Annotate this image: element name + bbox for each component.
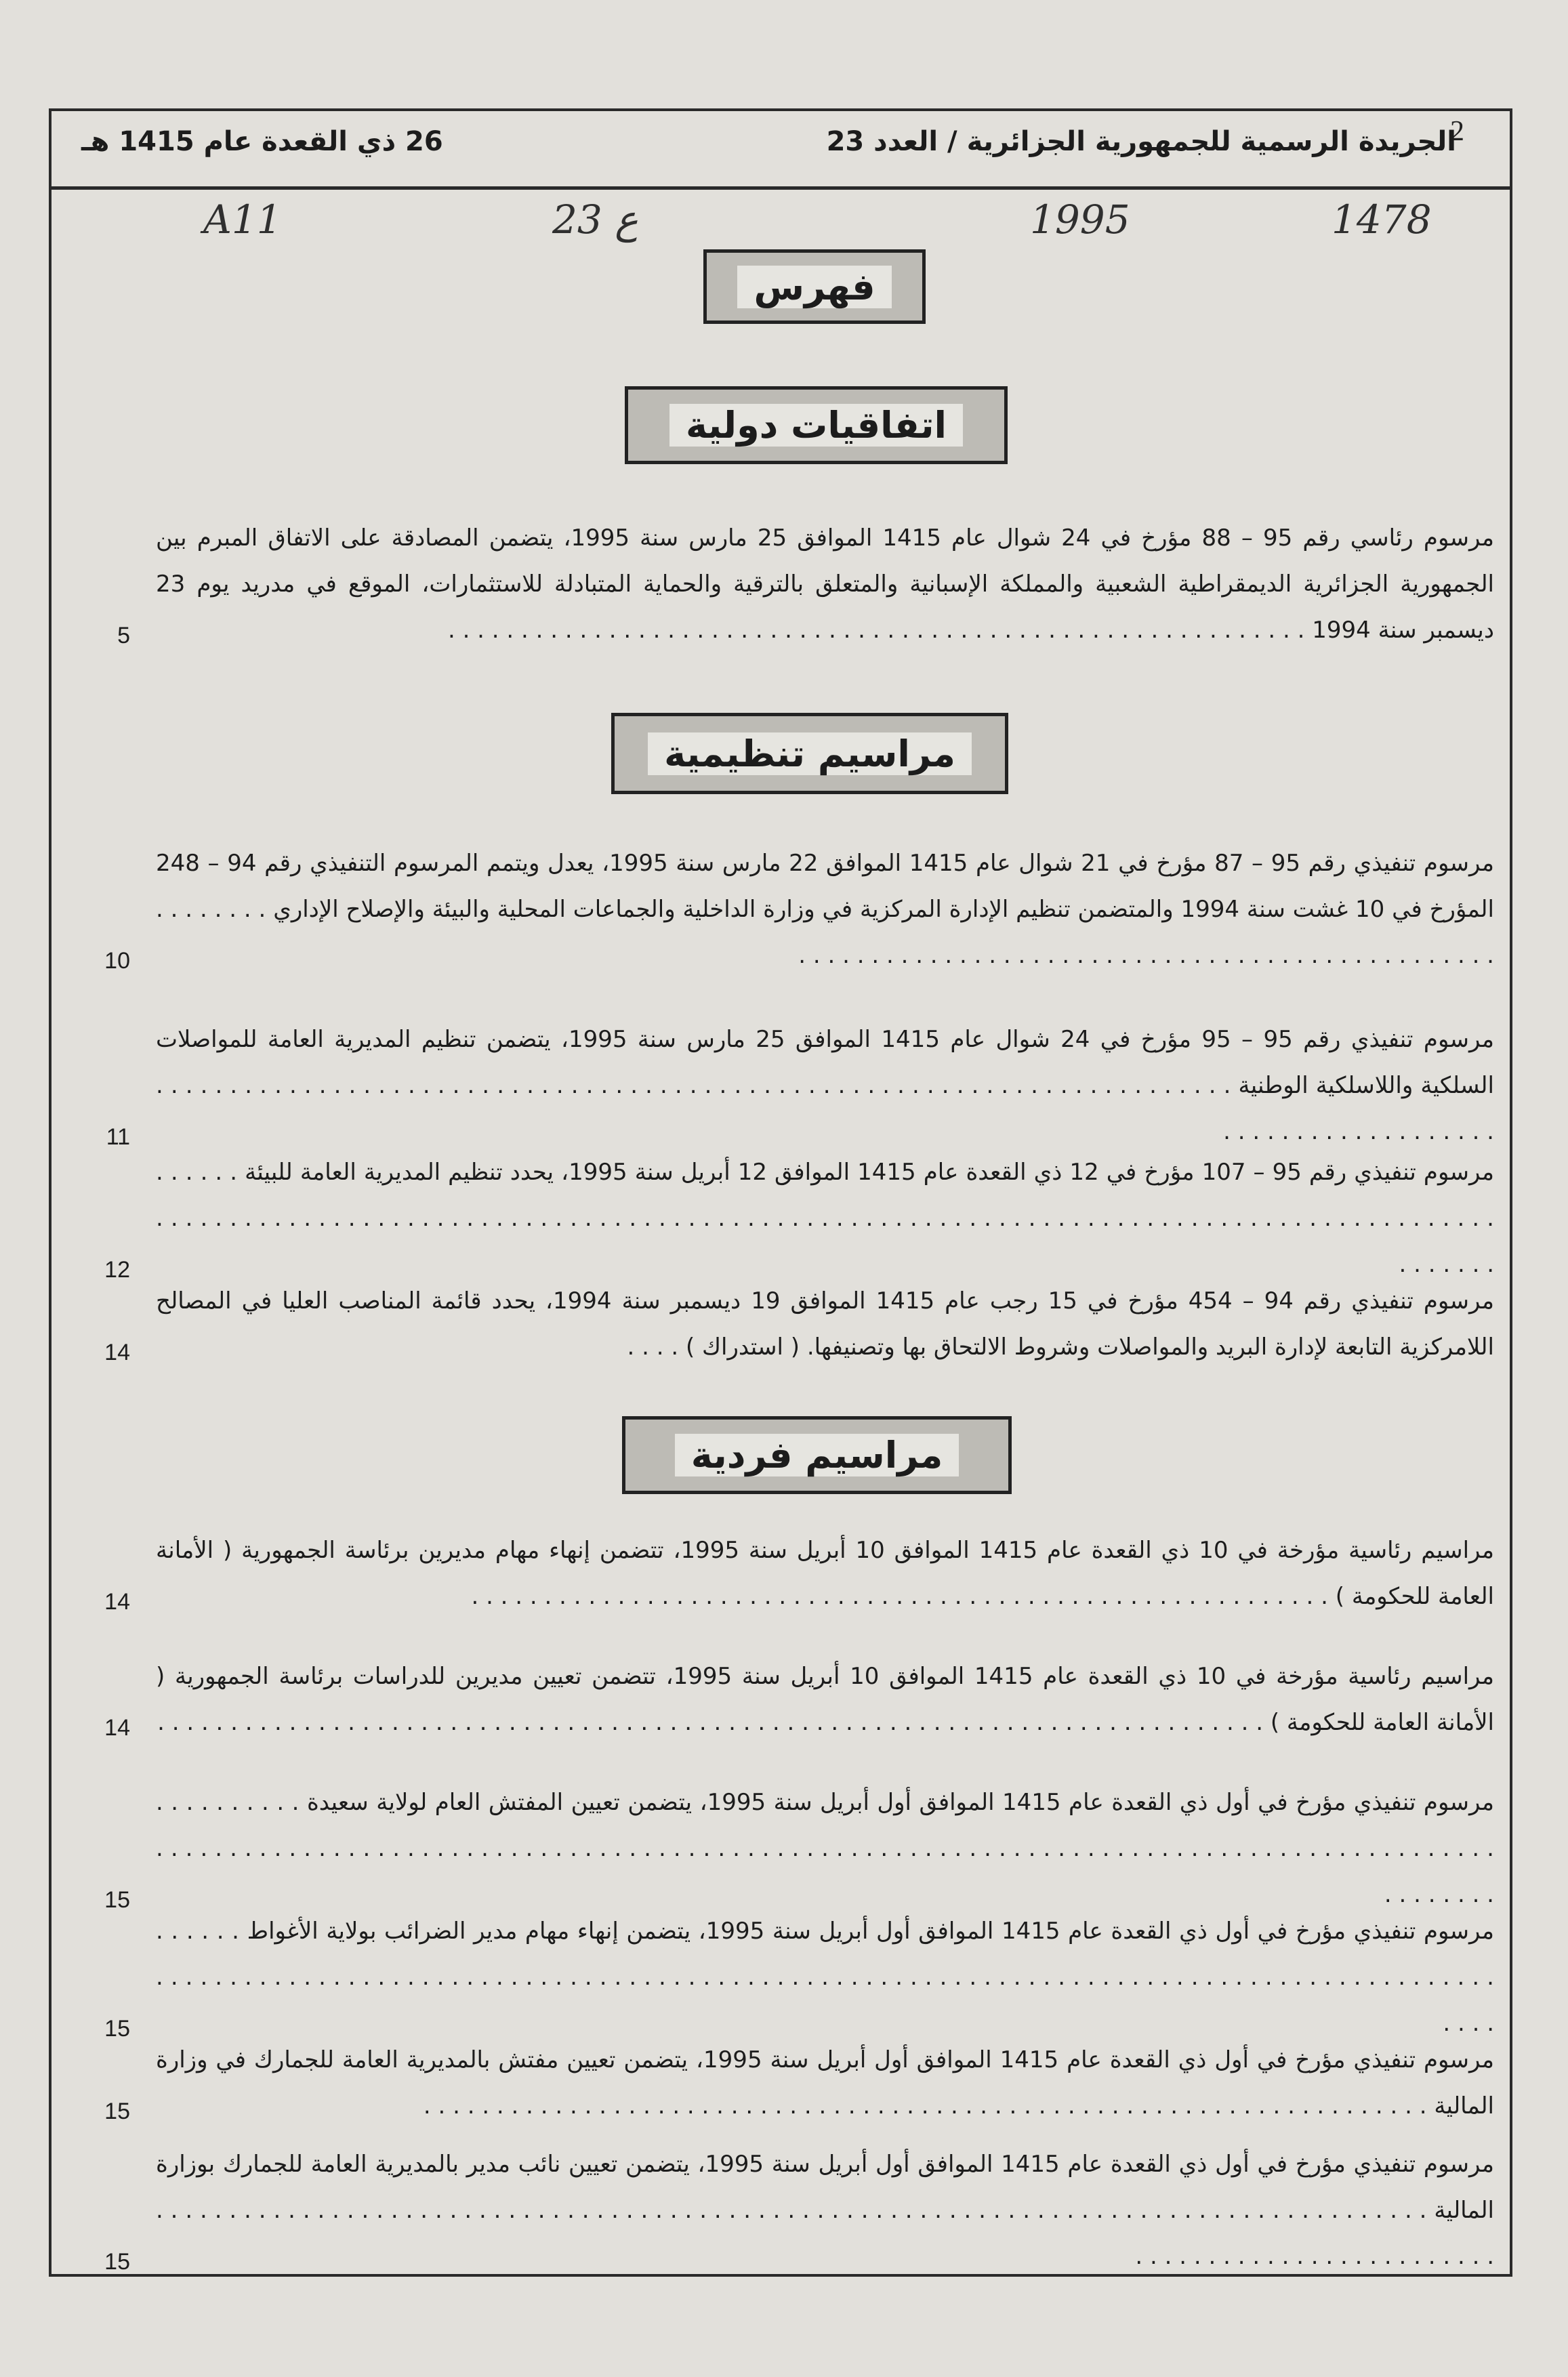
handwritten-note: A11 — [203, 197, 282, 243]
index-title: فهرس — [737, 266, 891, 308]
entry-page-number: 15 — [104, 2016, 130, 2042]
entry-text: مراسيم رئاسية مؤرخة في 10 ذي القعدة عام 1415 الموافق 10 أبريل سنة 1995، تتضمن تعيين مديرين للدراسات برئاسة الجمهورية ( الأمانة العامة للحكومة ) . . . . . . . . . . . . . . . . . . . . . . . . . . . . . . . . . . . . . . . . . . . . . . . . . . . . . . . . . . . . . . . . . . . . . . . . . . . . — [156, 1663, 1495, 1736]
gazette-title: الجريدة الرسمية للجمهورية الجزائرية / العدد 23 — [826, 126, 1456, 157]
section-title-box — [625, 386, 1008, 464]
index-entry — [104, 1527, 1495, 1619]
index-entry — [104, 1653, 1495, 1745]
entry-text: مرسوم تنفيذي مؤرخ في أول ذي القعدة عام 1415 الموافق أول أبريل سنة 1995، يتضمن تعيين نائب مدير بالمديرية العامة للجمارك بوزارة المالية . . . . . . . . . . . . . . . . . . . . . . . . . . . . . . . . . . . . . . . . . . . . . . . . . . . . . . . . . . . . . . . . . . . . . . . . . . . . . . . . . . . . . . . . . . . . . . . . . . . . . . . . . . . . . . . . — [156, 2151, 1494, 2270]
entry-page-number: 12 — [104, 1257, 130, 1283]
entry-text: مرسوم تنفيذي رقم 95 – 95 مؤرخ في 24 شوال عام 1415 الموافق 25 مارس سنة 1995، يتضمن تنظيم المديرية العامة للمواصلات السلكية واللاسلكية الوطنية . . . . . . . . . . . . . . . . . . . . . . . . . . . . . . . . . . . . . . . . . . . . . . . . . . . . . . . . . . . . . . . . . . . . . . . . . . . . . . . . . . . . . . . . . . . . — [156, 1026, 1494, 1145]
section-title: مراسيم تنظيمية — [648, 732, 972, 775]
index-entry — [104, 840, 1494, 978]
index-entry — [104, 1779, 1494, 1918]
entry-page-number: 15 — [104, 1887, 130, 1913]
entry-page-number: 14 — [104, 1340, 130, 1365]
entry-page-number: 15 — [104, 2249, 130, 2275]
entry-page-number: 14 — [104, 1589, 130, 1615]
entry-text: مرسوم تنفيذي مؤرخ في أول ذي القعدة عام 1415 الموافق أول أبريل سنة 1995، يتضمن إنهاء مهام مدير الضرائب بولاية الأغواط . . . . . . . . . . . . . . . . . . . . . . . . . . . . . . . . . . . . . . . . . . . . . . . . . . . . . . . . . . . . . . . . . . . . . . . . . . . . . . . . . . . . . . . . . . . . . . . . . . . . . — [156, 1918, 1495, 2037]
issue-date: 26 ذي القعدة عام 1415 هـ — [81, 126, 443, 157]
index-entry — [104, 1149, 1495, 1287]
entry-text: مرسوم تنفيذي رقم 95 – 107 مؤرخ في 12 ذي القعدة عام 1415 الموافق 12 أبريل سنة 1995، يحدد تنظيم المديرية العامة للبيئة . . . . . . . . . . . . . . . . . . . . . . . . . . . . . . . . . . . . . . . . . . . . . . . . . . . . . . . . . . . . . . . . . . . . . . . . . . . . . . . . . . . . . . . . . . . . . . . . . . . . . . . . — [156, 1159, 1495, 1278]
section-title-box — [622, 1416, 1012, 1494]
handwritten-note: 1995 — [1030, 197, 1130, 243]
index-entry — [104, 1908, 1495, 2046]
entry-text: مرسوم رئاسي رقم 95 – 88 مؤرخ في 24 شوال عام 1415 الموافق 25 مارس سنة 1995، يتضمن المصادقة على الاتفاق المبرم بين الجمهورية الجزائرية الديمقراطية الشعبية والمملكة الإسبانية والمتعلق بالترقية والحماية المتبادلة للاستثمارات، الموقع في مدريد يوم 23 ديسمبر سنة 1994 . . . . . . . . . . . . . . . . . . . . . . . . . . . . . . . . . . . . . . . . . . . . . . . . . . . . . . . . . . . — [156, 524, 1494, 644]
handwritten-note: 23 ع — [552, 197, 638, 243]
handwritten-note: 1478 — [1332, 197, 1432, 243]
entry-page-number: 15 — [104, 2099, 130, 2124]
index-entry — [104, 1278, 1494, 1370]
entry-text: مرسوم تنفيذي مؤرخ في أول ذي القعدة عام 1415 الموافق أول أبريل سنة 1995، يتضمن تعيين المفتش العام لولاية سعيدة . . . . . . . . . . . . . . . . . . . . . . . . . . . . . . . . . . . . . . . . . . . . . . . . . . . . . . . . . . . . . . . . . . . . . . . . . . . . . . . . . . . . . . . . . . . . . . . . . . . . . . . . . . . . . — [156, 1789, 1494, 1908]
entry-text: مرسوم تنفيذي رقم 95 – 87 مؤرخ في 21 شوال عام 1415 الموافق 22 مارس سنة 1995، يعدل ويتمم المرسوم التنفيذي رقم 94 – 248 المؤرخ في 10 غشت سنة 1994 والمتضمن تنظيم الإدارة المركزية في وزارة الداخلية والجماعات المحلية والبيئة والإصلاح الإداري . . . . . . . . . . . . . . . . . . . . . . . . . . . . . . . . . . . . . . . . . . . . . . . . . . . . . . . . — [156, 850, 1494, 969]
section-title: مراسيم فردية — [675, 1434, 960, 1476]
entry-text: مرسوم تنفيذي مؤرخ في أول ذي القعدة عام 1415 الموافق أول أبريل سنة 1995، يتضمن تعيين مفتش بالمديرية العامة للجمارك في وزارة المالية . . . . . . . . . . . . . . . . . . . . . . . . . . . . . . . . . . . . . . . . . . . . . . . . . . . . . . . . . . . . . . . . . . . . . — [156, 2046, 1495, 2120]
entry-page-number: 11 — [106, 1124, 130, 1150]
entry-page-number: 5 — [117, 623, 130, 648]
entry-text: مرسوم تنفيذي رقم 94 – 454 مؤرخ في 15 رجب عام 1415 الموافق 19 ديسمبر سنة 1994، يحدد قائمة المناصب العليا في المصالح اللامركزية التابعة لإدارة البريد والمواصلات وشروط الالتحاق بها وتصنيفها. ( استدراك ) . . . . — [156, 1287, 1494, 1361]
entry-page-number: 14 — [104, 1715, 130, 1741]
index-entry — [117, 515, 1494, 653]
index-entry — [106, 1016, 1494, 1155]
index-title-box — [703, 249, 926, 324]
section-title-box — [611, 713, 1008, 794]
entry-page-number: 10 — [104, 948, 130, 974]
index-entry — [104, 2037, 1495, 2129]
page-number: 2 — [1450, 116, 1464, 147]
entry-text: مراسيم رئاسية مؤرخة في 10 ذي القعدة عام 1415 الموافق 10 أبريل سنة 1995، تتضمن إنهاء مهام مديرين برئاسة الجمهورية ( الأمانة العامة للحكومة ) . . . . . . . . . . . . . . . . . . . . . . . . . . . . . . . . . . . . . . . . . . . . . . . . . . . . . . . . . . . — [156, 1537, 1495, 1610]
section-title: اتفاقيات دولية — [669, 404, 963, 447]
index-entry — [104, 2141, 1494, 2279]
